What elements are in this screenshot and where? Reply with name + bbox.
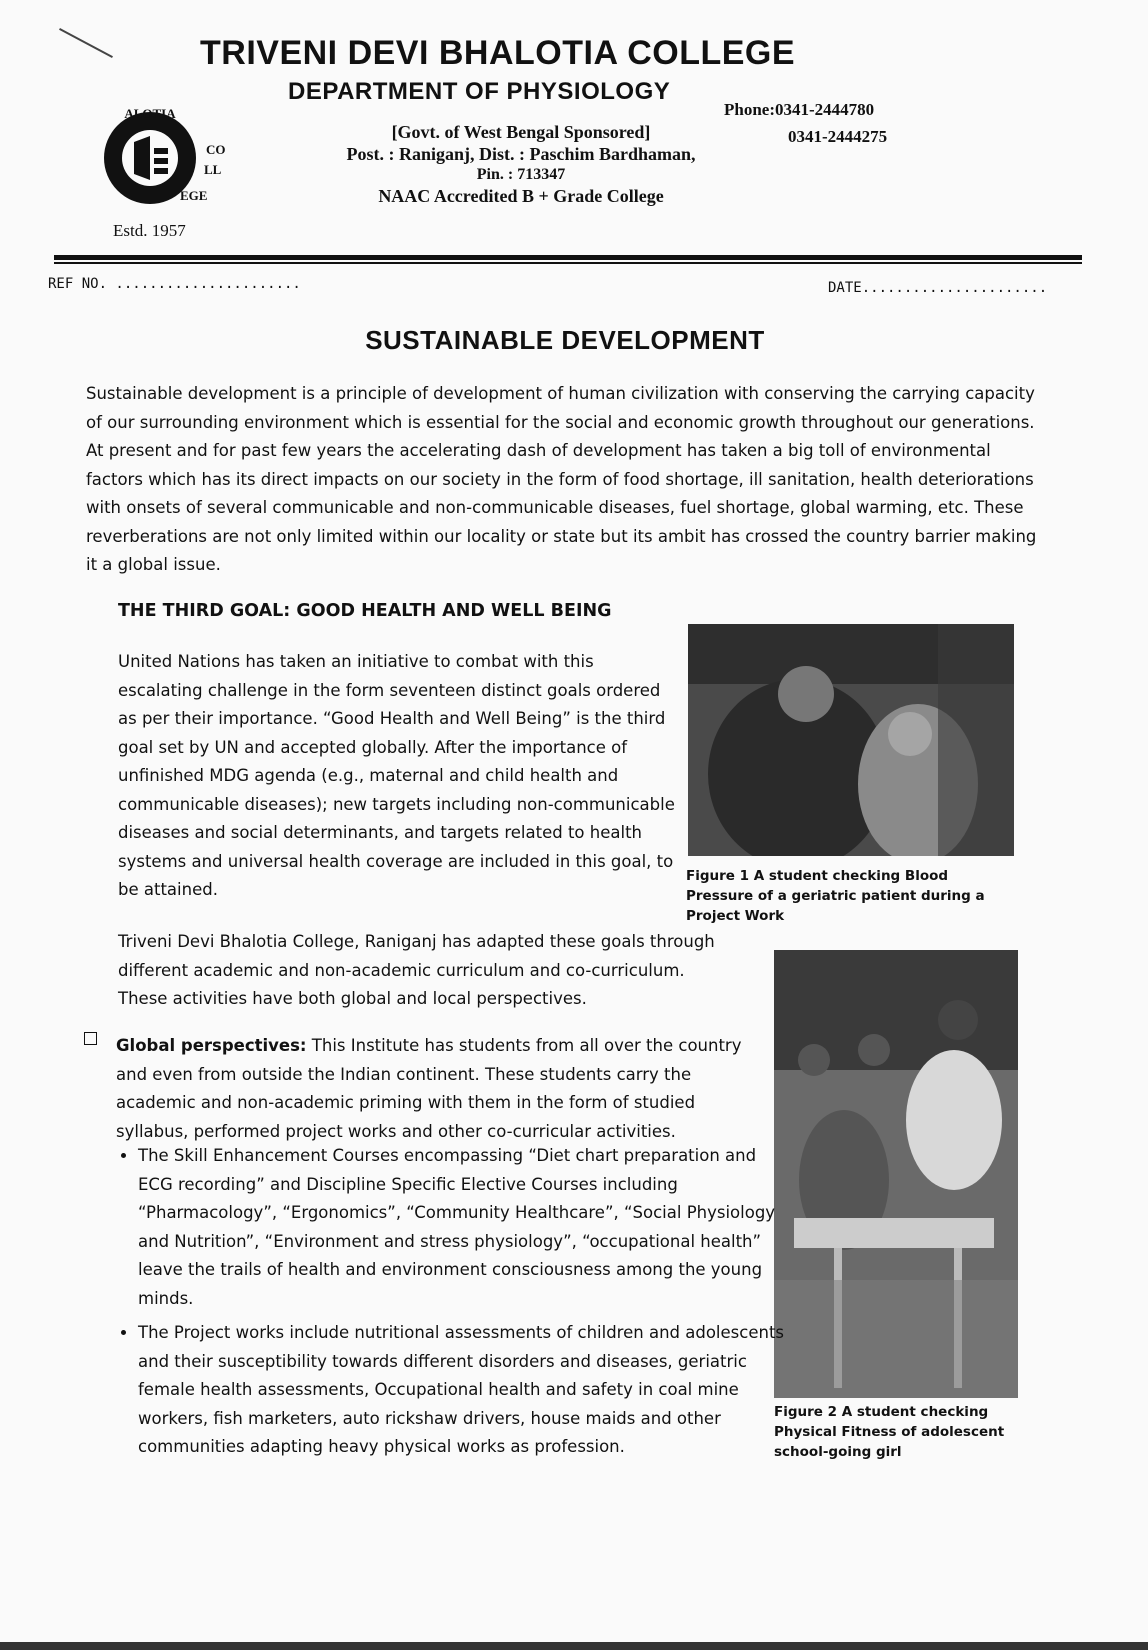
department-name: DEPARTMENT OF PHYSIOLOGY — [288, 78, 671, 105]
header-rule-thick — [54, 255, 1082, 260]
phone-number-2: 0341-2444275 — [788, 127, 888, 146]
intro-paragraph: Sustainable development is a principle of development of human civilization with conserving the carrying capacity of our surrounding environment which is essential for the social and economic growth throughout our generations. At present and for past few years the accelerating dash of development has taken a big toll of environmental factors which has its direct impacts on our society in the form of food shortage, ill sanitation, health deteriorations with onsets of several communicable and non-communicable diseases, fuel shortage, global warming, etc. These reverberations are not only limited within our locality or state but its ambit has crossed the country barrier making it a global issue. — [86, 384, 1037, 574]
list-item: • The Skill Enhancement Courses encompassing “Diet chart preparation and ECG recording” and Discipline Specific Elective Courses including “Pharmacology”, “Ergonomics”, “Community Healthcare”, “Social Physiology and Nutrition”, “Environment and stress physiology”, “occupational health” leave the trails of health and environment consciousness among the young minds. — [138, 1142, 788, 1313]
svg-text:EGE: EGE — [180, 188, 208, 203]
svg-text:LL: LL — [204, 162, 222, 177]
ref-number-field: REF NO. ...................... — [48, 276, 301, 292]
svg-text:ALOTIA: ALOTIA — [124, 106, 176, 121]
global-perspectives-paragraph — [116, 1032, 756, 1146]
pin-line: Pin. : 713347 — [476, 166, 566, 183]
global-perspectives-label: Global perspectives: — [116, 1036, 307, 1055]
svg-text:CO: CO — [206, 142, 226, 157]
list-item: • The Project works include nutritional assessments of children and adolescents and their susceptibility towards different disorders and diseases, geriatric female health assessments, Occupational health and safety in coal mine workers, fish marketers, auto rickshaw drivers, house maids and other communities adapting heavy physical works as profession. — [138, 1319, 788, 1462]
header-rule-thin — [54, 262, 1082, 264]
figure-2-photo — [774, 950, 1018, 1398]
address-line: Post. : Raniganj, Dist. : Paschim Bardhaman, — [346, 144, 696, 164]
goal-paragraph: United Nations has taken an initiative to combat with this escalating challenge in the form seventeen distinct goals ordered as per their importance. “Good Health and Well Being” is the third goal set by UN and accepted globally. After the importance of unfinished MDG agenda (e.g., maternal and child health and communicable diseases); new targets including non-communicable diseases and social determinants, and targets related to health systems and universal health coverage are included in this goal, to be attained. — [118, 652, 675, 899]
govt-sponsored-line: [Govt. of West Bengal Sponsored] — [391, 122, 651, 142]
checkbox-bullet-icon — [84, 1032, 97, 1045]
figure-1-photo — [688, 624, 1014, 856]
established-year: Estd. 1957 — [113, 221, 186, 240]
scribble-mark — [59, 28, 113, 58]
goal-heading: THE THIRD GOAL: GOOD HEALTH AND WELL BEING — [118, 601, 612, 621]
figure-1-caption: Figure 1 A student checking Blood Pressure of a geriatric patient during a Project Work — [686, 868, 985, 924]
date-field: DATE...................... — [828, 280, 1048, 296]
logo-emblem-icon — [88, 96, 228, 221]
page-title: SUSTAINABLE DEVELOPMENT — [365, 325, 765, 355]
college-name: TRIVENI DEVI BHALOTIA COLLEGE — [200, 34, 796, 72]
college-adaptation-paragraph: Triveni Devi Bhalotia College, Raniganj has adapted these goals through different academic and non-academic curriculum and co-curriculum. These activities have both global and local perspectives. — [118, 932, 715, 1008]
phone-number-1: Phone:0341-2444780 — [724, 100, 875, 119]
figure-2-caption: Figure 2 A student checking Physical Fitness of adolescent school-going girl — [774, 1404, 1005, 1460]
perspective-bullet-list — [104, 1142, 788, 1468]
global-perspectives-text: This Institute has students from all over the country and even from outside the Indian continent. These students carry the academic and non-academic priming with them in the form of studied syllabus, performed project works and other co-curricular activities. — [116, 1036, 742, 1141]
college-logo — [88, 96, 228, 221]
page-bottom-edge — [0, 1642, 1148, 1650]
naac-line: NAAC Accredited B + Grade College — [378, 186, 664, 206]
